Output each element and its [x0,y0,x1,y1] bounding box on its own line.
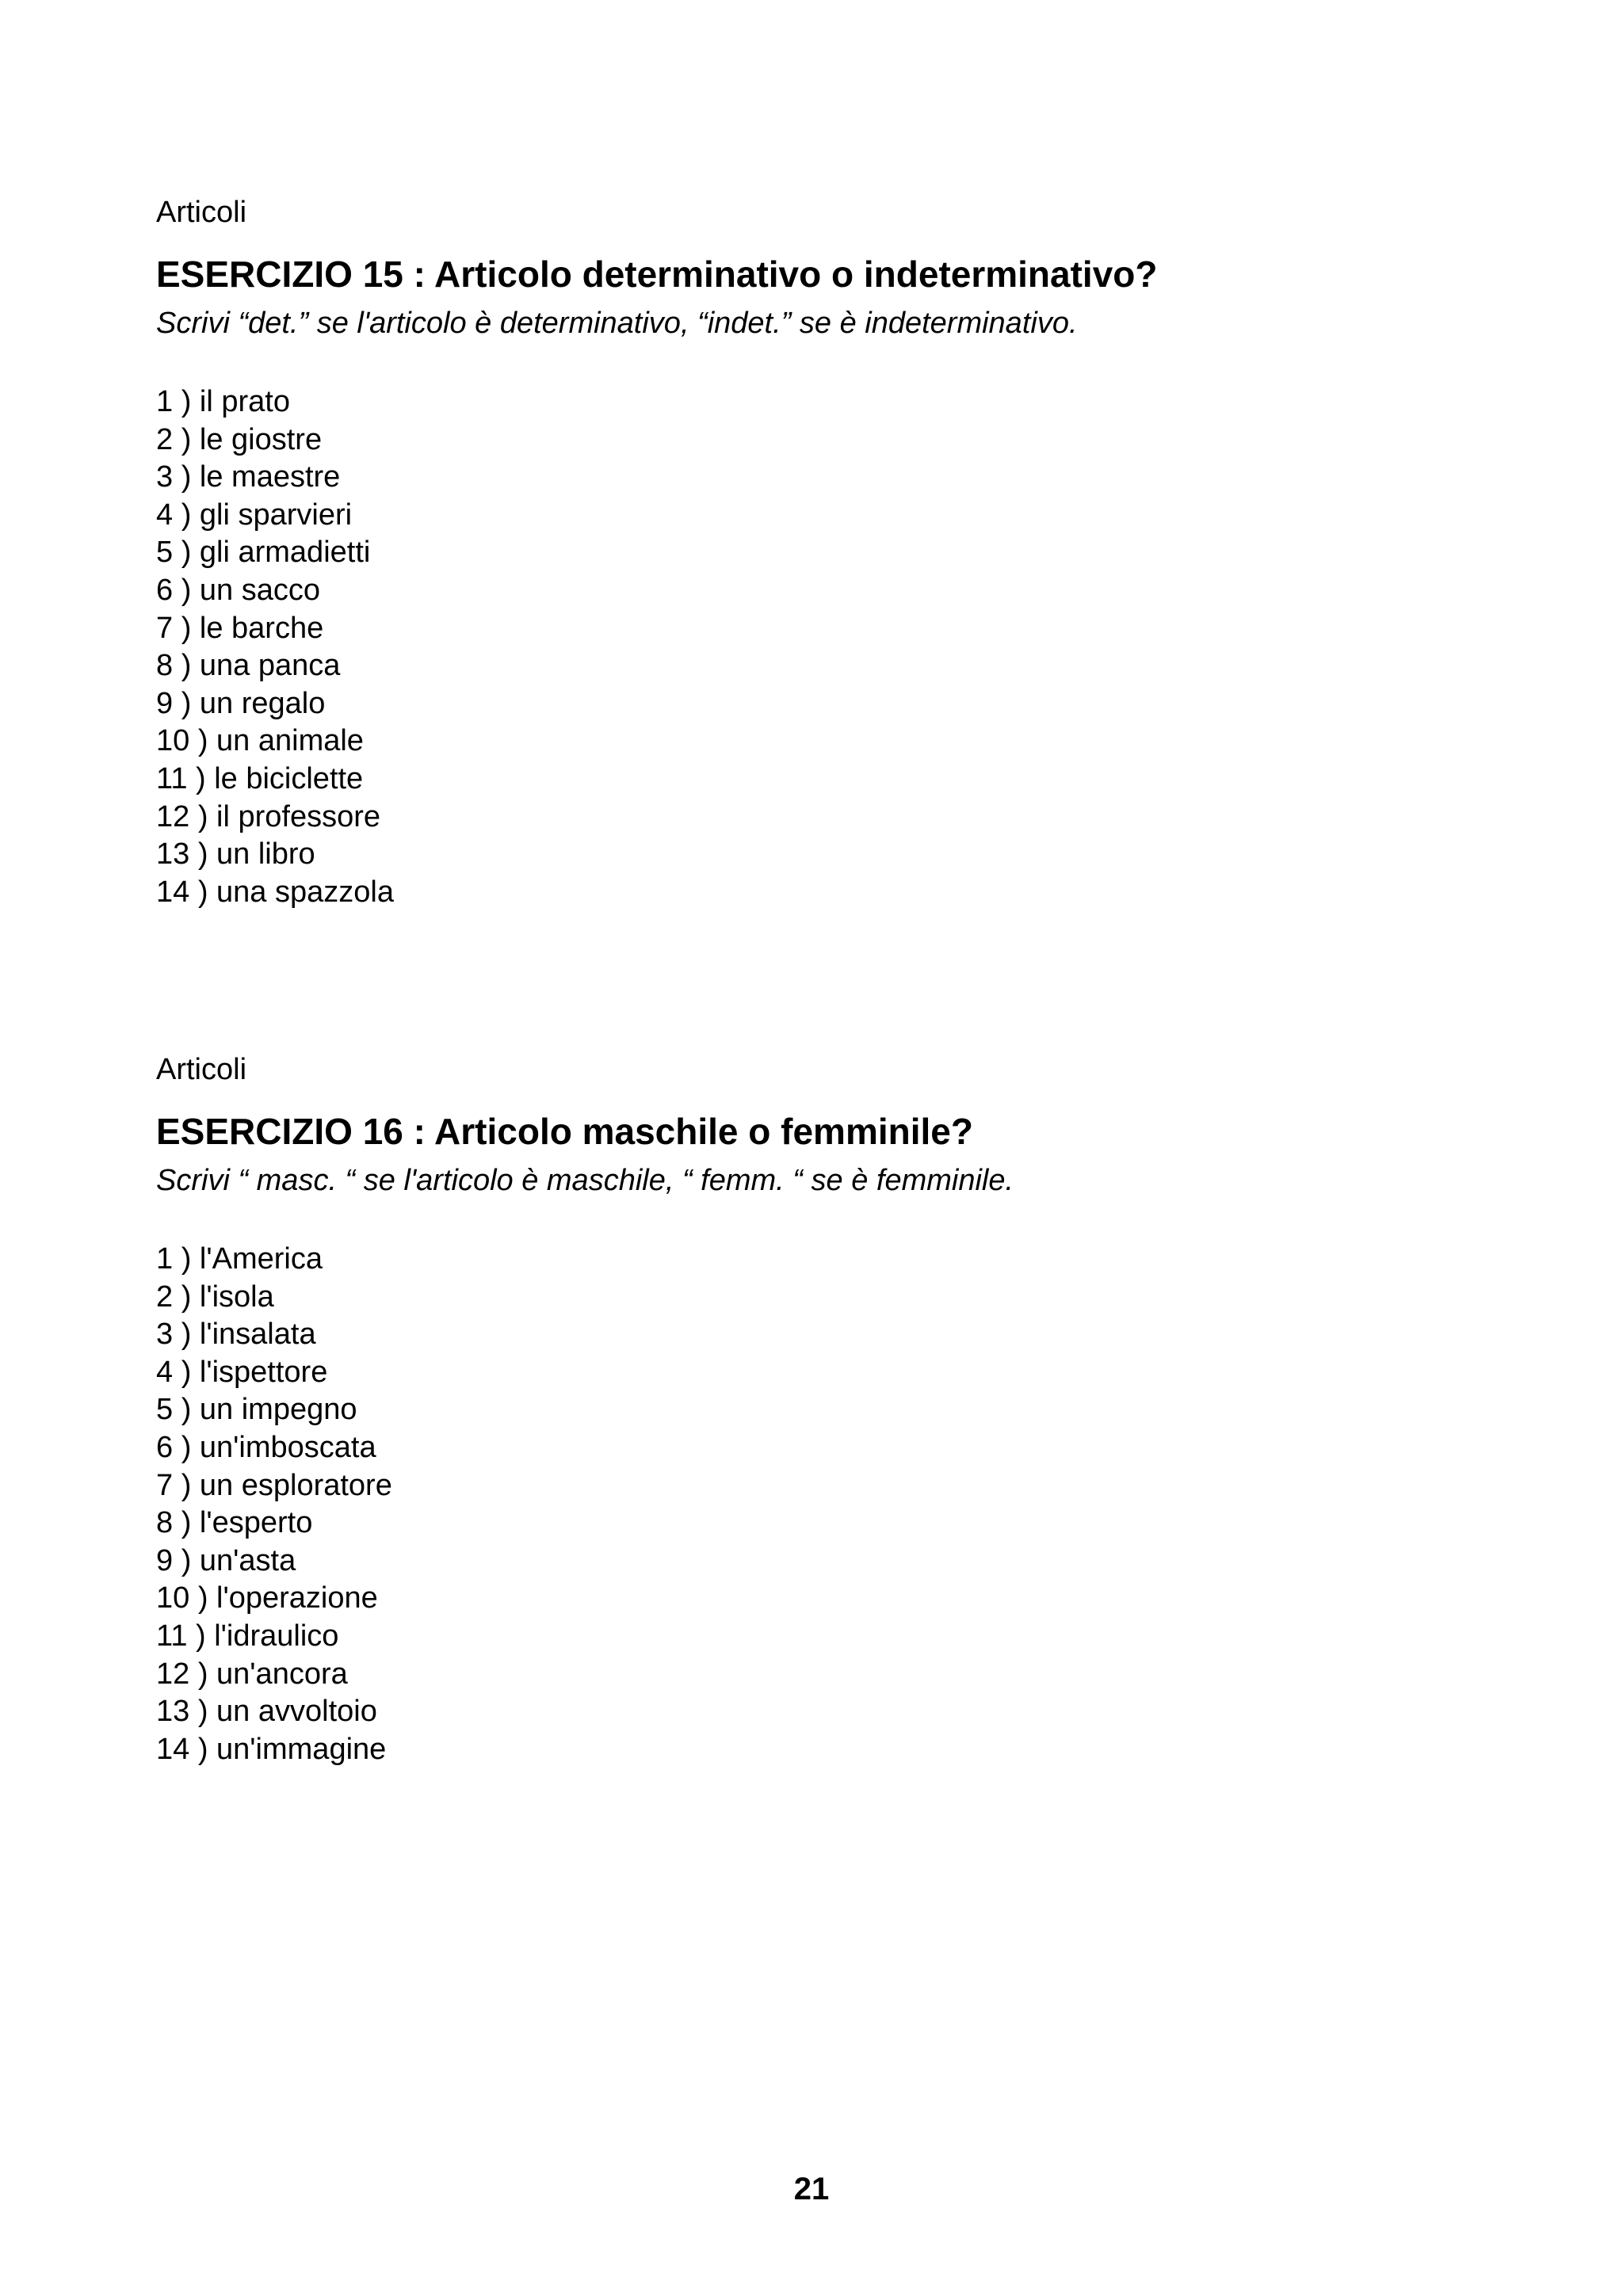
list-item: 6 ) un sacco [156,573,320,607]
list-item: 11 ) l'idraulico [156,1619,339,1653]
list-item: 10 ) un animale [156,724,364,758]
list-item: 14 ) un'immagine [156,1732,387,1766]
list-item: 7 ) un esploratore [156,1468,392,1502]
list-item: 8 ) una panca [156,649,341,683]
list-item: 4 ) l'ispettore [156,1355,328,1389]
exercise-item-list [156,383,1503,911]
exercise-instruction: Scrivi “det.” se l'articolo è determinativo, “indet.” se è indeterminativo. [156,307,1078,340]
list-item: 1 ) il prato [156,385,290,418]
list-item: 5 ) un impegno [156,1393,357,1427]
list-item: 7 ) le barche [156,611,324,645]
list-item: 4 ) gli sparvieri [156,498,353,532]
exercise-title: ESERCIZIO 15 : Articolo determinativo o indeterminativo? [156,254,1158,295]
exercise-instruction: Scrivi “ masc. “ se l'articolo è maschile, “ femm. “ se è femminile. [156,1164,1014,1197]
list-item: 11 ) le biciclette [156,761,364,795]
list-item: 3 ) le maestre [156,460,341,494]
list-item: 9 ) un'asta [156,1543,296,1577]
exercise-16-section [156,1051,1503,1768]
topic-label: Articoli [156,196,247,229]
list-item: 12 ) un'ancora [156,1657,348,1691]
list-item: 1 ) l'America [156,1242,323,1276]
exercise-title: ESERCIZIO 16 : Articolo maschile o femminile? [156,1111,973,1152]
exercise-15-section [156,193,1503,911]
list-item: 8 ) l'esperto [156,1506,313,1540]
list-item: 10 ) l'operazione [156,1581,378,1615]
list-item: 2 ) le giostre [156,422,323,456]
list-item: 13 ) un avvoltoio [156,1695,377,1729]
list-item: 13 ) un libro [156,837,315,871]
topic-label: Articoli [156,1053,247,1086]
list-item: 2 ) l'isola [156,1280,274,1314]
list-item: 14 ) una spazzola [156,875,394,909]
list-item: 5 ) gli armadietti [156,536,371,570]
list-item: 6 ) un'imboscata [156,1430,376,1464]
list-item: 3 ) l'insalata [156,1318,316,1352]
list-item: 9 ) un regalo [156,686,326,720]
exercise-item-list [156,1241,1503,1768]
list-item: 12 ) il professore [156,799,381,833]
page-number: 21 [793,2172,830,2206]
